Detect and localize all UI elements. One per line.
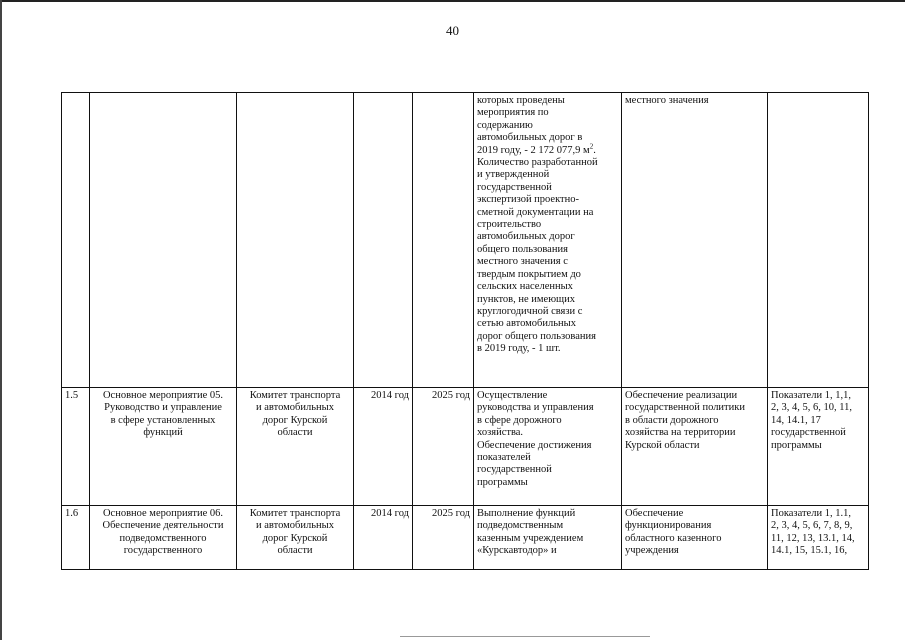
result-line: экспертизой проектно- (477, 194, 580, 206)
result-line: общего пользования (477, 243, 568, 255)
table-row (62, 506, 869, 570)
row-number-cell: 1.5 (62, 388, 90, 506)
result-line: сельских населенных (477, 281, 573, 293)
consequence-line: учреждения (625, 545, 679, 557)
expected-result-cell (474, 388, 622, 506)
start-year-cell: 2014 год (354, 506, 413, 570)
activity-line: государственного (123, 545, 203, 557)
result-line: хозяйства. (477, 427, 524, 439)
activity-line: Основное мероприятие 06. (102, 508, 224, 519)
result-line: Обеспечение достижения (477, 439, 592, 451)
executor-line: Комитет транспорта (249, 508, 341, 519)
activity-cell (90, 388, 237, 506)
consequence-cell (622, 506, 768, 570)
result-line: Выполнение функций (477, 508, 576, 519)
result-line: показателей (477, 452, 531, 464)
result-line: руководства и управления (477, 402, 594, 414)
program-activities-table (61, 92, 869, 570)
end-year-cell: 2025 год (413, 388, 474, 506)
indicators-line: 2, 3, 4, 5, 6, 10, 11, (771, 402, 852, 414)
result-line: дорог общего пользования (477, 330, 596, 342)
result-line: подведомственным (477, 520, 564, 532)
consequence-line: функционирования (625, 520, 712, 532)
executor-cell (237, 93, 354, 388)
consequence-line: местного значения (625, 95, 709, 106)
row-number-cell: 1.6 (62, 506, 90, 570)
activity-cell (90, 93, 237, 388)
table-row (62, 93, 869, 388)
result-line: в сфере дорожного (477, 414, 562, 426)
result-line: государственной (477, 181, 552, 193)
result-line: мероприятия по (477, 107, 549, 119)
result-line: строительство (477, 219, 542, 231)
result-line: 2019 году, - 2 172 077,9 м (477, 144, 590, 156)
result-line: в 2019 году, - 1 шт. (477, 343, 561, 355)
indicators-line: государственной (771, 427, 846, 439)
result-line: Осуществление (477, 390, 548, 401)
consequence-cell (622, 388, 768, 506)
indicators-line: программы (771, 439, 822, 451)
scan-edge-left (0, 0, 2, 640)
result-line: «Курскавтодор» и (477, 545, 557, 557)
table-row (62, 388, 869, 506)
result-line: местного значения с (477, 256, 568, 268)
scan-edge-bottom (400, 636, 650, 637)
end-year-cell: 2025 год (413, 506, 474, 570)
executor-line: и автомобильных (256, 520, 334, 532)
result-line: автомобильных дорог (477, 231, 575, 243)
result-line: сметной документации на (477, 206, 594, 218)
indicators-line: 14.1, 15, 15.1, 16, (771, 545, 848, 557)
unit-superscript: 2 (589, 142, 594, 151)
consequence-line: хозяйства на территории (625, 427, 736, 439)
indicators-cell (768, 388, 869, 506)
executor-cell (237, 506, 354, 570)
result-line: сетью автомобильных (477, 318, 576, 330)
result-line: твердым покрытием до (477, 268, 581, 280)
consequence-line: Обеспечение реализации (625, 390, 738, 401)
consequence-line: Курской области (625, 439, 700, 451)
scan-edge-top (0, 0, 905, 2)
indicators-line: 2, 3, 4, 5, 6, 7, 8, 9, (771, 520, 853, 532)
indicators-line: 11, 12, 13, 13.1, 14, (771, 532, 855, 544)
indicators-cell (768, 93, 869, 388)
page-number: 40 (446, 23, 459, 38)
result-line: автомобильных дорог в (477, 132, 583, 144)
result-line: государственной (477, 464, 552, 476)
activity-cell (90, 506, 237, 570)
result-line: Количество разработанной (477, 157, 598, 169)
executor-line: области (277, 427, 313, 439)
row-number-cell (62, 93, 90, 388)
activity-line: Руководство и управление (104, 402, 222, 414)
activity-line: Основное мероприятие 05. (102, 390, 224, 401)
start-year-cell (354, 93, 413, 388)
result-line-with-unit (477, 142, 618, 157)
result-line: которых проведены (477, 95, 565, 106)
executor-line: дорог Курской (262, 414, 328, 426)
result-line: содержанию (477, 119, 533, 131)
executor-line: Комитет транспорта (249, 390, 341, 401)
activity-line: функций (143, 427, 183, 439)
consequence-line: областного казенного (625, 532, 722, 544)
executor-line: и автомобильных (256, 402, 334, 414)
activity-line: подведомственного (119, 532, 207, 544)
consequence-cell (622, 93, 768, 388)
consequence-line: государственной политики (625, 402, 745, 414)
start-year-cell: 2014 год (354, 388, 413, 506)
activity-line: в сфере установленных (110, 414, 216, 426)
result-line-tail: . (593, 144, 596, 156)
end-year-cell (413, 93, 474, 388)
activity-line: Обеспечение деятельности (102, 520, 224, 532)
result-line: пунктов, не имеющих (477, 293, 575, 305)
result-line: программы (477, 476, 528, 488)
expected-result-cell (474, 93, 622, 388)
indicators-line: Показатели 1, 1.1, (771, 508, 851, 519)
indicators-line: 14, 14.1, 17 (771, 414, 821, 426)
consequence-line: Обеспечение (625, 508, 684, 519)
indicators-cell (768, 506, 869, 570)
result-line: и утвержденной (477, 169, 550, 181)
executor-line: дорог Курской (262, 532, 328, 544)
executor-line: области (277, 545, 313, 557)
expected-result-cell (474, 506, 622, 570)
indicators-line: Показатели 1, 1,1, (771, 390, 851, 401)
executor-cell (237, 388, 354, 506)
result-line: казенным учреждением (477, 532, 584, 544)
consequence-line: в области дорожного (625, 414, 719, 426)
result-line: круглогодичной связи с (477, 305, 583, 317)
